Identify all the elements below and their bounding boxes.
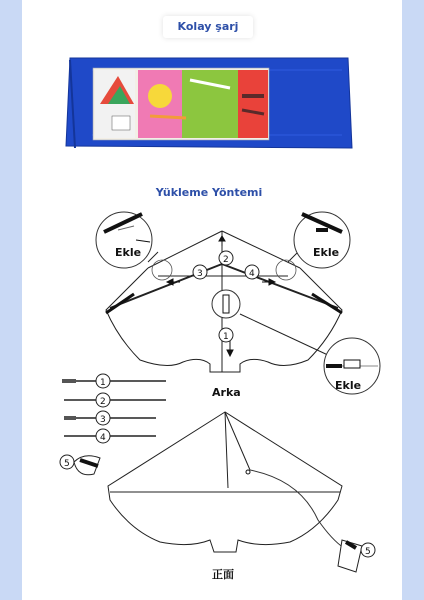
back-view-label: Arka <box>212 386 241 399</box>
line-reel-left <box>60 455 100 475</box>
insert-detail-center <box>324 338 380 394</box>
diagram-step-2: 2 <box>223 255 229 265</box>
line-reel-right <box>338 540 375 572</box>
insert-detail-left <box>96 212 158 268</box>
part-2-number: 2 <box>100 397 106 407</box>
parts-list <box>62 374 166 443</box>
insert-label-center: Ekle <box>335 379 362 392</box>
diagram-step-4: 4 <box>249 269 255 279</box>
part-4-number: 4 <box>100 433 106 443</box>
insert-label-right: Ekle <box>313 246 340 259</box>
easy-charge-title: Kolay şarj <box>163 16 253 38</box>
front-kite-outline <box>108 412 342 552</box>
insert-detail-right <box>288 212 350 268</box>
diagram-step-5: 5 <box>365 547 371 557</box>
front-view-label: 正面 <box>212 568 234 581</box>
install-method-title: Yükleme Yöntemi <box>154 183 264 203</box>
part-1-number: 1 <box>100 378 106 388</box>
insert-label-left: Ekle <box>115 246 142 259</box>
part-3-number: 3 <box>100 415 106 425</box>
part-5-number: 5 <box>64 459 70 469</box>
diagram-step-1: 1 <box>223 332 229 342</box>
diagram-step-3: 3 <box>197 269 203 279</box>
